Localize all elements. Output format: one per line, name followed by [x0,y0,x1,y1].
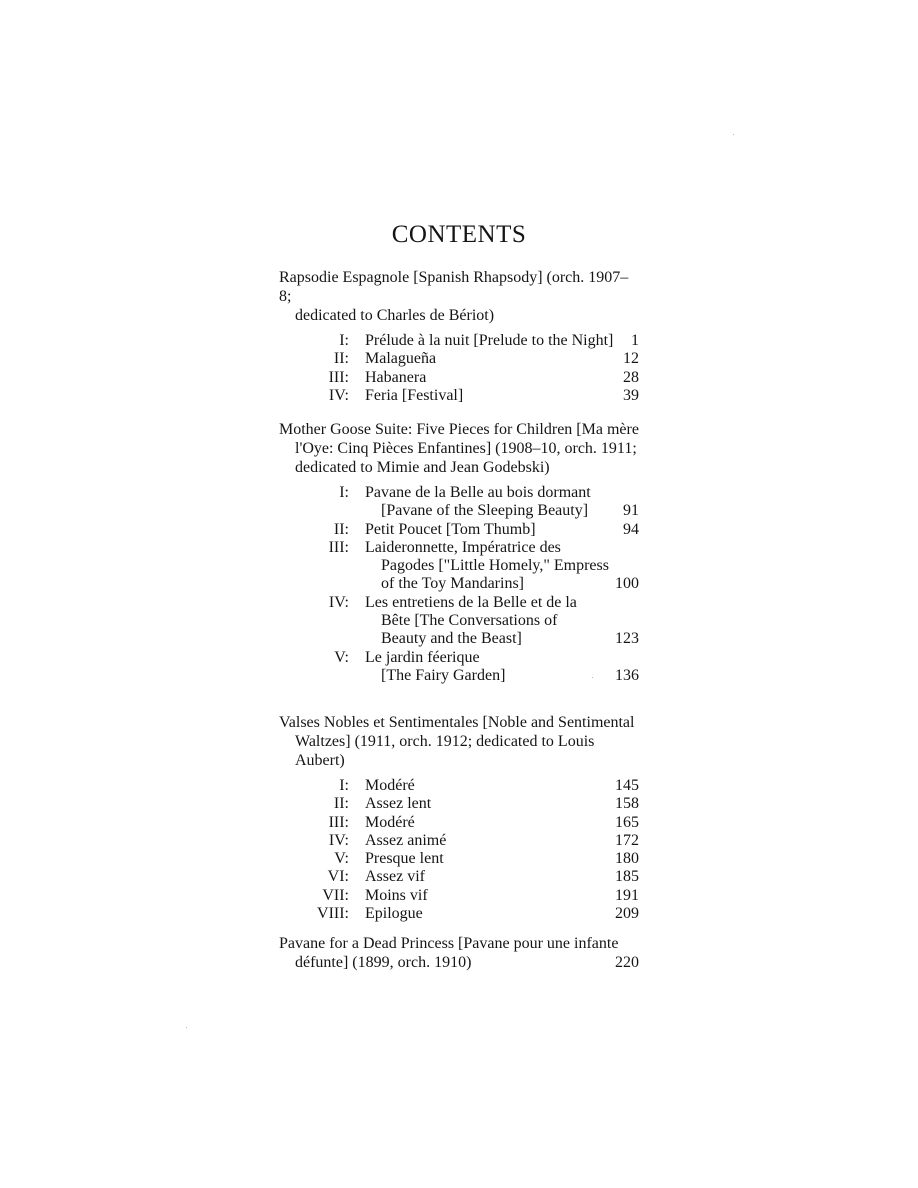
page-number: 12 [623,350,639,368]
movement-title: Presque lent [365,850,444,868]
movement-title: Modéré [365,813,415,831]
movement-number: IV: [328,386,349,404]
page-number: 1 [631,332,639,349]
toc-entry [279,831,639,849]
movement-title: of the Toy Mandarins] [381,575,524,593]
movement-title: Le jardin féerique [365,648,480,666]
movement-number: I: [339,777,349,794]
toc-entry [279,538,639,556]
toc-entry [279,648,639,666]
movement-title: Moins vif [365,886,428,904]
page-number: 220 [615,954,639,971]
movement-number: I: [339,484,349,501]
page-number: 209 [615,905,639,923]
toc-entry-continuation [279,666,639,684]
toc-section-pavane [279,934,639,972]
section-heading-tail [279,953,639,972]
toc-entry [279,368,639,386]
movement-number: V: [334,850,349,868]
movement-title: Petit Poucet [Tom Thumb] [365,520,536,538]
section-heading-line: Valses Nobles et Sentimentales [Noble and Sentimental [279,714,635,731]
movement-title: [The Fairy Garden] [381,666,506,684]
section-heading-line: dedicated to Charles de Bériot) [295,307,495,324]
movement-title: Beauty and the Beast] [381,630,522,648]
toc-entry [279,776,639,794]
movement-title: Modéré [365,777,415,794]
movement-number: VII: [322,886,349,904]
page-title: CONTENTS [391,221,527,248]
movement-number: III: [328,538,349,556]
scan-speck [186,1027,187,1028]
toc-entry-continuation [279,501,639,519]
movement-title: Laideronnette, Impératrice des [365,538,561,556]
movement-title: Epilogue [365,905,423,923]
page-number: 158 [615,795,639,813]
toc-section-mother-goose-suite [279,420,639,684]
section-heading-line: défunte] (1899, orch. 1910) [295,954,472,971]
movement-title: Assez animé [365,831,447,849]
section-heading-line: Pavane for a Dead Princess [Pavane pour une infante [279,935,619,952]
page-number: 136 [615,666,639,684]
movement-number: III: [328,368,349,386]
toc-entry [279,349,639,367]
movement-number: V: [334,648,349,666]
page-number: 28 [623,368,639,386]
page-number: 145 [615,777,639,794]
page-number: 39 [623,386,639,404]
toc-entry [279,849,639,867]
section-heading [279,713,639,770]
section-heading-line: l'Oye: Cinq Pièces Enfantines] (1908–10, orch. 1911; [295,440,637,457]
toc-entries [279,331,639,404]
movement-title: Prélude à la nuit [Prelude to the Night] [365,332,614,349]
movement-title: Malagueña [365,350,437,368]
movement-title: Pagodes ["Little Homely," Empress [381,557,609,575]
toc-entry [279,593,639,611]
movement-title: Assez lent [365,795,432,813]
toc-entry [279,331,639,349]
movement-number: III: [328,813,349,831]
movement-title: Habanera [365,368,427,386]
section-heading [279,934,639,953]
section-heading-line: dedicated to Mimie and Jean Godebski) [295,459,550,476]
toc-entry [279,886,639,904]
page-number: 191 [615,886,639,904]
toc-entries [279,483,639,684]
toc-entry-continuation [279,611,639,629]
page-number: 165 [615,813,639,831]
toc-entry [279,867,639,885]
movement-number: II: [333,350,349,368]
scan-speck [592,677,593,678]
section-heading [279,268,639,325]
toc-entry [279,386,639,404]
toc-entry [279,813,639,831]
toc-entry [279,904,639,922]
toc-entry [279,794,639,812]
section-heading-line: Waltzes] (1911, orch. 1912; dedicated to Louis Aubert) [295,733,595,769]
movement-title: Bête [The Conversations of [381,612,558,630]
movement-number: I: [339,332,349,349]
movement-title: [Pavane of the Sleeping Beauty] [381,502,589,520]
movement-title: Feria [Festival] [365,386,464,404]
page-number: 180 [615,850,639,868]
section-heading-line: Rapsodie Espagnole [Spanish Rhapsody] (orch. 1907–8; [279,269,629,305]
movement-number: II: [333,520,349,538]
movement-number: VIII: [317,905,349,923]
toc-section-rapsodie-espagnole [279,268,639,404]
section-heading [279,420,639,477]
toc-section-valses-nobles [279,713,639,922]
page-number: 94 [623,520,639,538]
movement-title: Pavane de la Belle au bois dormant [365,484,591,501]
toc-entry [279,483,639,501]
movement-number: IV: [328,593,349,611]
page-number: 185 [615,868,639,886]
page-number: 123 [615,630,639,648]
toc-entries [279,776,639,922]
section-heading-line: Mother Goose Suite: Five Pieces for Children [Ma mère [279,421,639,438]
toc-entry-continuation [279,556,639,574]
scan-speck [733,134,734,135]
movement-title: Assez vif [365,868,425,886]
page-number: 100 [615,575,639,593]
toc-entry-continuation [279,629,639,647]
movement-number: VI: [327,868,349,886]
movement-number: IV: [328,831,349,849]
movement-number: II: [333,795,349,813]
page-number: 172 [615,831,639,849]
movement-title: Les entretiens de la Belle et de la [365,593,577,611]
page-number: 91 [623,502,639,520]
toc-entry [279,520,639,538]
toc-entry-continuation [279,574,639,592]
